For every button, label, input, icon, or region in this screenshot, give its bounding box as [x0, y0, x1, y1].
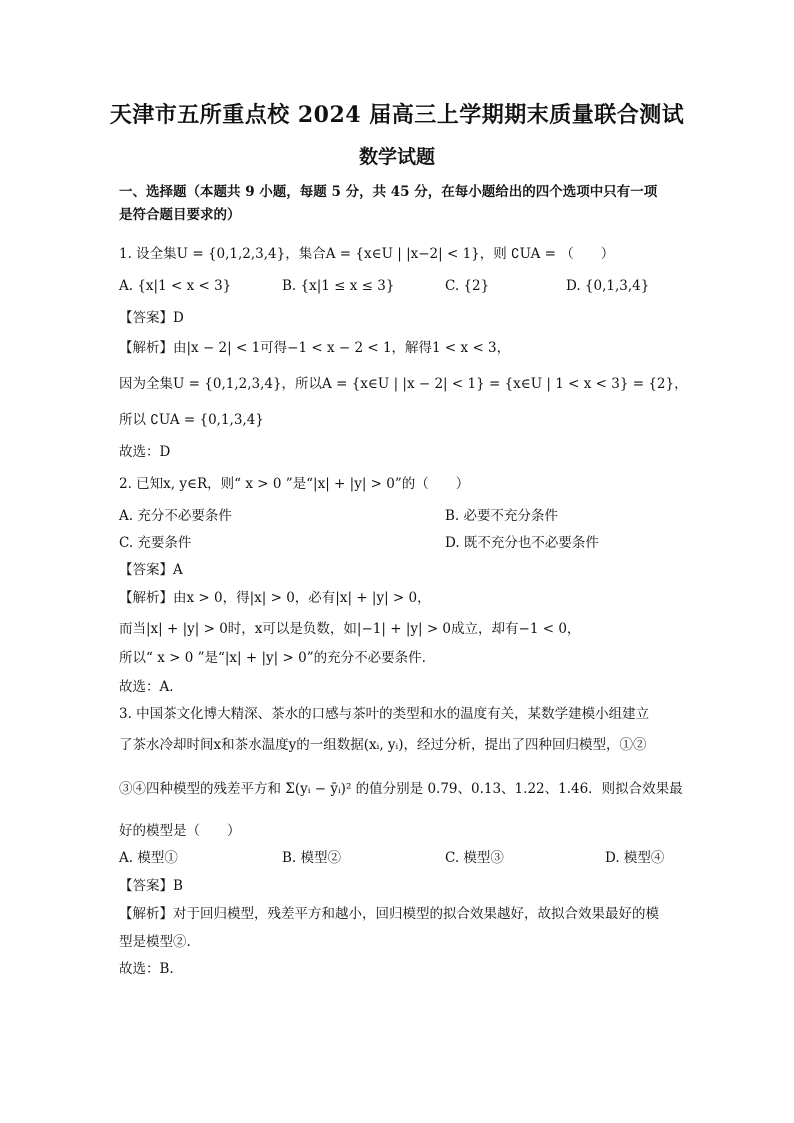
q3-stem-line2: 了茶水冷却时间x和茶水温度y的一组数据(xᵢ, yᵢ)，经过分析，提出了四种回归模型，①② — [119, 737, 647, 753]
q1-option-b: B. {x|1 ≤ x ≤ 3} — [282, 278, 395, 294]
q3-option-c: C. 模型③ — [445, 850, 504, 866]
q2-option-b: B. 必要不充分条件 — [445, 508, 559, 524]
q1-option-d: D. {0,1,3,4} — [566, 278, 650, 294]
q2-option-a: A. 充分不必要条件 — [119, 508, 232, 524]
q3-stem-line4: 好的模型是（ ） — [119, 823, 241, 839]
q1-option-a: A. {x|1 < x < 3} — [119, 278, 232, 294]
q2-analysis-line4: 故选：A. — [119, 679, 174, 695]
q2-option-c: C. 充要条件 — [119, 535, 192, 551]
q2-option-d: D. 既不充分也不必要条件 — [445, 535, 599, 551]
q1-analysis-line3: 所以 ∁UA = {0,1,3,4} — [119, 412, 264, 428]
q3-option-a: A. 模型① — [119, 850, 178, 866]
q1-answer: 【答案】D — [119, 310, 184, 326]
q2-analysis-line2: 而当|x| + |y| > 0时，x可以是负数，如|−1| + |y| > 0成立，却有−1 < 0， — [119, 621, 581, 637]
q1-analysis-line2: 因为全集U = {0,1,2,3,4}，所以A = {x∈U | |x − 2| < 1} = {x∈U | 1 < x < 3} = {2}， — [119, 376, 688, 392]
q1-analysis-line1: 【解析】由|x − 2| < 1可得−1 < x − 2 < 1，解得1 < x < 3， — [119, 340, 511, 356]
q3-option-d: D. 模型④ — [605, 850, 665, 866]
section-heading-line2: 是符合题目要求的） — [119, 207, 241, 223]
q2-analysis-line3: 所以“ x > 0 ”是“|x| + |y| > 0”的充分不必要条件. — [119, 650, 426, 666]
q3-stem-line3: ③④四种模型的残差平方和 Σ(yᵢ − ȳᵢ)² 的值分别是 0.79、0.13、1.22、1.46．则拟合效果最 — [119, 781, 683, 797]
q1-analysis-line4: 故选：D — [119, 444, 171, 460]
q2-answer: 【答案】A — [119, 562, 183, 578]
page-subtitle: 数学试题 — [358, 146, 435, 168]
q3-analysis-line2: 型是模型②. — [119, 934, 191, 950]
q3-analysis-line3: 故选：B. — [119, 961, 174, 977]
q3-analysis-line1: 【解析】对于回归模型，残差平方和越小，回归模型的拟合效果越好，故拟合效果最好的模 — [119, 906, 659, 922]
q3-option-b: B. 模型② — [282, 850, 342, 866]
q3-answer: 【答案】B — [119, 878, 183, 894]
q2-analysis-line1: 【解析】由x > 0，得|x| > 0，必有|x| + |y| > 0， — [119, 590, 431, 606]
q1-stem: 1. 设全集U = {0,1,2,3,4}，集合A = {x∈U | |x−2| < 1}，则 ∁UA = （ ） — [119, 246, 615, 262]
q2-stem: 2. 已知x, y∈R，则“ x > 0 ”是“|x| + |y| > 0”的（ ） — [119, 476, 470, 492]
page-title: 天津市五所重点校 2024 届高三上学期期末质量联合测试 — [109, 102, 685, 128]
q1-option-c: C. {2} — [445, 278, 490, 294]
q3-stem-line1: 3. 中国茶文化博大精深、茶水的口感与茶叶的类型和水的温度有关，某数学建模小组建立 — [119, 706, 650, 722]
section-heading-line1: 一、选择题（本题共 9 小题，每题 5 分，共 45 分，在每小题给出的四个选项中只有一项 — [119, 184, 658, 200]
